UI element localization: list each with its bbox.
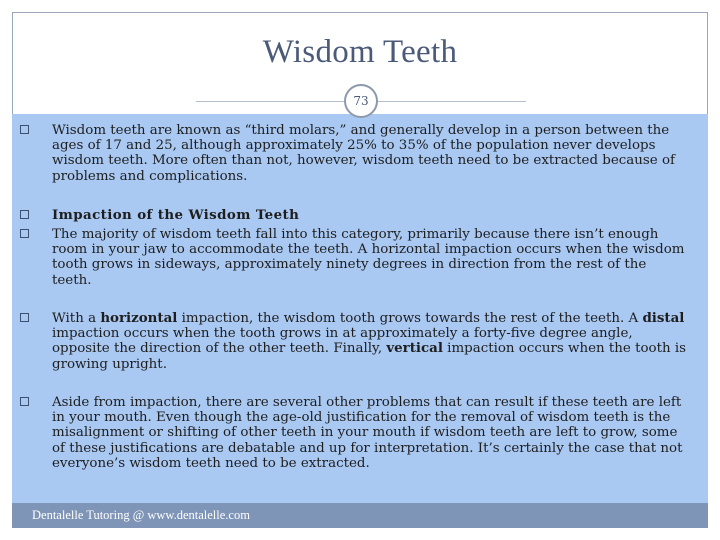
footer-bar [12, 503, 708, 528]
bullet-intro [20, 123, 690, 184]
term-distal: distal [642, 310, 685, 326]
bullet-text: The majority of wisdom teeth fall into this category, primarily because there isn’t enough room in your jaw to accommodate the teeth. A horizontal impaction occurs when the wisdom tooth grows in sideways, approximately ninety degrees in direction from the rest of the teeth. [52, 227, 685, 288]
term-vertical: vertical [386, 340, 443, 357]
bullet-square-icon [20, 229, 29, 238]
bullet-impaction-types [20, 311, 690, 372]
slide-title: Wisdom Teeth [262, 34, 458, 70]
bullet-square-icon [20, 125, 29, 134]
bullet-heading [20, 208, 690, 223]
bullet-text: Wisdom teeth are known as “third molars,” and generally develop in a person between the ages of 17 and 25, although approximately 25% to 35% of the population never develops wisdom teeth. More often than not, however, wisdom teeth need to be extracted because of problems and complications. [52, 123, 675, 184]
page-number-badge: 73 [344, 84, 378, 118]
bullet-text: With a horizontal impaction, the wisdom tooth grows towards the rest of the teeth. A distal impaction occurs when the tooth grows in at approximately a forty-five degree angle, opposite the direction of the other teeth. Finally, vertical impaction occurs when the tooth is growing upright. [52, 310, 687, 372]
section-heading: Impaction of the Wisdom Teeth [52, 207, 300, 223]
bullet-text: Aside from impaction, there are several other problems that can result if these teeth are left in your mouth. Even though the age-old justification for the removal of wisdom teeth is the misalignment or shifting of other teeth in your mouth if wisdom teeth are left to grow, some of these justifications are debatable and up for interpretation. It’s certainly the case that not everyone’s wisdom teeth need to be extracted. [52, 395, 683, 471]
bullet-other-problems [20, 395, 690, 471]
bullet-square-icon [20, 397, 29, 406]
term-horizontal: horizontal [100, 310, 178, 326]
bullet-square-icon [20, 313, 29, 322]
footer-credit: Dentalelle Tutoring @ www.dentalelle.com [32, 508, 250, 522]
bullet-square-icon [20, 210, 29, 219]
bullet-majority [20, 227, 690, 288]
